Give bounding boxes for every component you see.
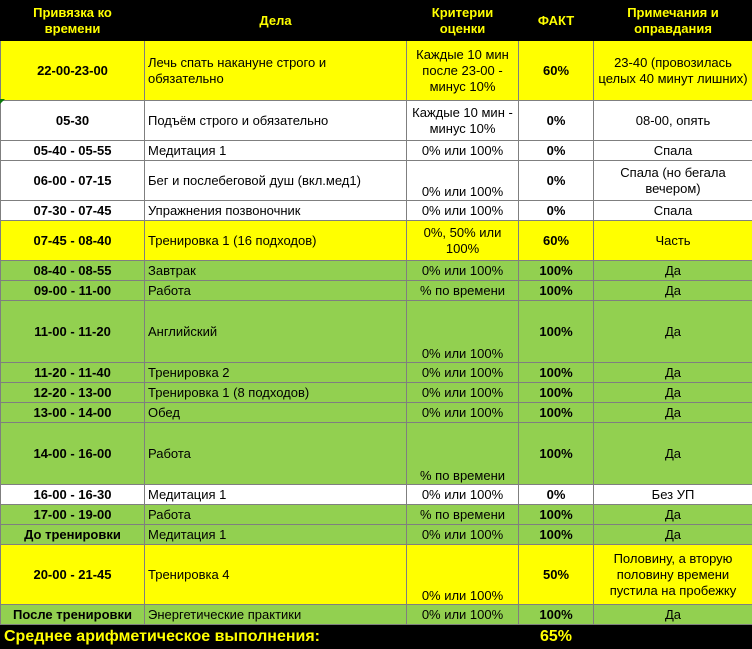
cell-time: До тренировки [1, 525, 145, 545]
cell-task: Тренировка 2 [145, 363, 407, 383]
cell-notes: 23-40 (провозилась целых 40 минут лишних) [594, 41, 752, 101]
cell-task: Тренировка 1 (8 подходов) [145, 383, 407, 403]
header-notes: Примечания и оправдания [594, 1, 752, 41]
cell-time: 14-00 - 16-00 [1, 423, 145, 485]
cell-criteria: 0% или 100% [407, 545, 519, 605]
cell-fact: 100% [519, 301, 594, 363]
table-row [1, 261, 752, 281]
cell-time: 11-20 - 11-40 [1, 363, 145, 383]
cell-criteria: % по времени [407, 281, 519, 301]
cell-task: Медитация 1 [145, 485, 407, 505]
cell-criteria: Каждые 10 мин после 23-00 - минус 10% [407, 41, 519, 101]
cell-fact: 100% [519, 281, 594, 301]
cell-fact: 100% [519, 505, 594, 525]
table-row [1, 403, 752, 423]
cell-task: Работа [145, 423, 407, 485]
cell-criteria: 0% или 100% [407, 605, 519, 625]
cell-fact: 60% [519, 41, 594, 101]
cell-task: Работа [145, 281, 407, 301]
cell-criteria: 0% или 100% [407, 525, 519, 545]
header-fact: ФАКТ [519, 1, 594, 41]
cell-notes: Да [594, 261, 752, 281]
table-row [1, 201, 752, 221]
table-row [1, 101, 752, 141]
table-row [1, 221, 752, 261]
cell-time: 08-40 - 08-55 [1, 261, 145, 281]
cell-time: 05-40 - 05-55 [1, 141, 145, 161]
cell-time: 09-00 - 11-00 [1, 281, 145, 301]
cell-criteria: 0% или 100% [407, 403, 519, 423]
cell-notes: Да [594, 605, 752, 625]
cell-fact: 0% [519, 201, 594, 221]
cell-criteria: 0% или 100% [407, 201, 519, 221]
cell-time: После тренировки [1, 605, 145, 625]
table-row [1, 41, 752, 101]
cell-time: 13-00 - 14-00 [1, 403, 145, 423]
table-row [1, 141, 752, 161]
cell-fact: 0% [519, 485, 594, 505]
cell-fact: 100% [519, 605, 594, 625]
cell-notes: Половину, а вторую половину времени пустила на пробежку [594, 545, 752, 605]
cell-task: Лечь спать накануне строго и обязательно [145, 41, 407, 101]
table-row [1, 301, 752, 363]
cell-criteria: 0% или 100% [407, 141, 519, 161]
cell-time: 16-00 - 16-30 [1, 485, 145, 505]
cell-notes: Да [594, 301, 752, 363]
table-row [1, 363, 752, 383]
cell-notes: Да [594, 525, 752, 545]
cell-notes: Спала (но бегала вечером) [594, 161, 752, 201]
cell-criteria: 0% или 100% [407, 383, 519, 403]
cell-fact: 0% [519, 101, 594, 141]
cell-time: 11-00 - 11-20 [1, 301, 145, 363]
cell-fact: 100% [519, 403, 594, 423]
header-time: Привязка ко времени [1, 1, 145, 41]
cell-criteria: 0% или 100% [407, 161, 519, 201]
cell-task: Медитация 1 [145, 141, 407, 161]
cell-task: Обед [145, 403, 407, 423]
cell-time: 22-00-23-00 [1, 41, 145, 101]
cell-notes: Да [594, 281, 752, 301]
cell-task: Тренировка 4 [145, 545, 407, 605]
cell-time: 05-30 [1, 101, 145, 141]
cell-time: 12-20 - 13-00 [1, 383, 145, 403]
cell-notes: Да [594, 505, 752, 525]
cell-task: Английский [145, 301, 407, 363]
cell-task: Бег и послебеговой душ (вкл.мед1) [145, 161, 407, 201]
table-row [1, 383, 752, 403]
cell-fact: 100% [519, 423, 594, 485]
cell-notes: Да [594, 363, 752, 383]
cell-notes: Спала [594, 201, 752, 221]
cell-fact: 0% [519, 161, 594, 201]
cell-task: Подъём строго и обязательно [145, 101, 407, 141]
cell-fact: 100% [519, 525, 594, 545]
table-row [1, 545, 752, 605]
table-row [1, 161, 752, 201]
cell-task: Тренировка 1 (16 подходов) [145, 221, 407, 261]
cell-fact: 50% [519, 545, 594, 605]
table-row [1, 423, 752, 485]
cell-criteria: % по времени [407, 505, 519, 525]
table-row [1, 525, 752, 545]
cell-criteria: 0% или 100% [407, 363, 519, 383]
cell-notes: Да [594, 403, 752, 423]
cell-time: 17-00 - 19-00 [1, 505, 145, 525]
cell-notes: Спала [594, 141, 752, 161]
cell-fact: 60% [519, 221, 594, 261]
cell-criteria: 0% или 100% [407, 301, 519, 363]
cell-fact: 100% [519, 363, 594, 383]
cell-criteria: 0% или 100% [407, 261, 519, 281]
table-row [1, 605, 752, 625]
header-row [1, 1, 752, 41]
footer-empty-cell [594, 625, 752, 649]
table-row [1, 505, 752, 525]
cell-task: Работа [145, 505, 407, 525]
table-row [1, 485, 752, 505]
footer-row [1, 625, 752, 649]
cell-task: Упражнения позвоночник [145, 201, 407, 221]
cell-comment-marker [0, 99, 5, 104]
cell-time: 07-45 - 08-40 [1, 221, 145, 261]
footer-average-value: 65% [519, 625, 594, 649]
cell-task: Завтрак [145, 261, 407, 281]
header-criteria: Критерии оценки [407, 1, 519, 41]
cell-notes: Часть [594, 221, 752, 261]
cell-notes: Да [594, 423, 752, 485]
table-row [1, 281, 752, 301]
cell-criteria: 0%, 50% или 100% [407, 221, 519, 261]
header-task: Дела [145, 1, 407, 41]
cell-criteria: 0% или 100% [407, 485, 519, 505]
cell-notes: Без УП [594, 485, 752, 505]
cell-criteria: Каждые 10 мин - минус 10% [407, 101, 519, 141]
cell-criteria: % по времени [407, 423, 519, 485]
cell-time: 20-00 - 21-45 [1, 545, 145, 605]
cell-task: Медитация 1 [145, 525, 407, 545]
cell-fact: 100% [519, 383, 594, 403]
cell-task: Энергетические практики [145, 605, 407, 625]
cell-fact: 0% [519, 141, 594, 161]
footer-label: Среднее арифметическое выполнения: [1, 625, 519, 649]
cell-time: 07-30 - 07-45 [1, 201, 145, 221]
cell-notes: 08-00, опять [594, 101, 752, 141]
cell-notes: Да [594, 383, 752, 403]
cell-time: 06-00 - 07-15 [1, 161, 145, 201]
cell-fact: 100% [519, 261, 594, 281]
